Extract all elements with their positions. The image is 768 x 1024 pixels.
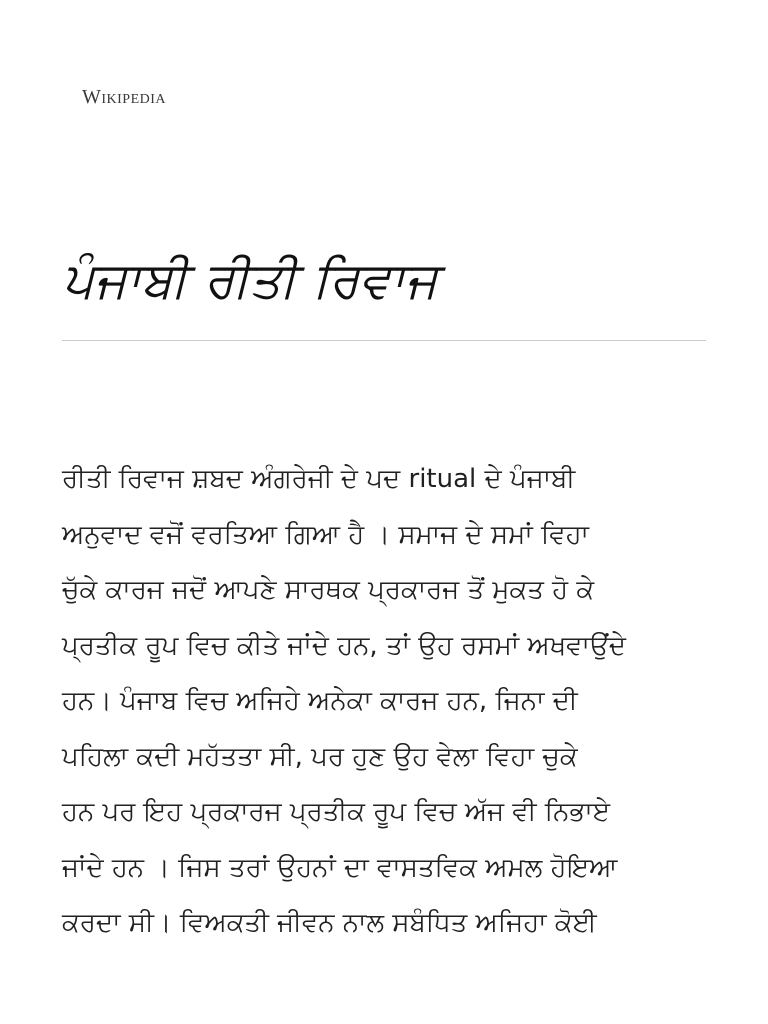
wikipedia-wordmark[interactable]: Wikipedia: [82, 86, 167, 108]
paragraph-line: ਰੀਤੀ ਰਿਵਾਜ ਸ਼ਬਦ ਅੰਗਰੇਜੀ ਦੇ ਪਦ ritual ਦੇ ਪੰਜਾਬੀ: [62, 464, 576, 494]
paragraph-line: ਚੁੱਕੇ ਕਾਰਜ ਜਦੋਂ ਆਪਣੇ ਸਾਰਥਕ ਪ੍ਰਕਾਰਜ ਤੋਂ ਮੁਕਤ ਹੋ ਕੇ: [62, 575, 595, 605]
page-title: ਪੰਜਾਬੀ ਰੀਤੀ ਰਿਵਾਜ: [62, 251, 438, 309]
paragraph-line: ਪਹਿਲਾ ਕਦੀ ਮਹੱਤਤਾ ਸੀ, ਪਰ ਹੁਣ ਉਹ ਵੇਲਾ ਵਿਹਾ ਚੁਕੇ: [62, 741, 578, 772]
paragraph-line: ਅਨੁਵਾਦ ਵਜੋਂ ਵਰਤਿਆ ਗਿਆ ਹੈ । ਸਮਾਜ ਦੇ ਸਮਾਂ ਵਿਹਾ: [62, 519, 589, 550]
paragraph-line: ਜਾਂਦੇ ਹਨ । ਜਿਸ ਤਰਾਂ ਉਹਨਾਂ ਦਾ ਵਾਸਤਵਿਕ ਅਮਲ ਹੋਇਆ: [62, 852, 618, 883]
title-divider: [62, 340, 706, 341]
paragraph-line: ਪ੍ਰਤੀਕ ਰੂਪ ਵਿਚ ਕੀਤੇ ਜਾਂਦੇ ਹਨ, ਤਾਂ ਉਹ ਰਸਮਾਂ ਅਖਵਾਉਂਦੇ: [62, 630, 626, 661]
paragraph-line: ਕਰਦਾ ਸੀ। ਵਿਅਕਤੀ ਜੀਵਨ ਨਾਲ ਸਬੰਧਿਤ ਅਜਿਹਾ ਕੋਈ: [62, 908, 597, 938]
paragraph-line: ਹਨ ਪਰ ਇਹ ਪ੍ਰਕਾਰਜ ਪ੍ਰਤੀਕ ਰੂਪ ਵਿਚ ਅੱਜ ਵੀ ਨਿਭਾਏ: [62, 797, 611, 827]
paragraph-line: ਹਨ। ਪੰਜਾਬ ਵਿਚ ਅਜਿਹੇ ਅਨੇਕਾ ਕਾਰਜ ਹਨ, ਜਿਨਾ ਦੀ: [62, 686, 578, 716]
article-paragraph: [62, 452, 712, 952]
